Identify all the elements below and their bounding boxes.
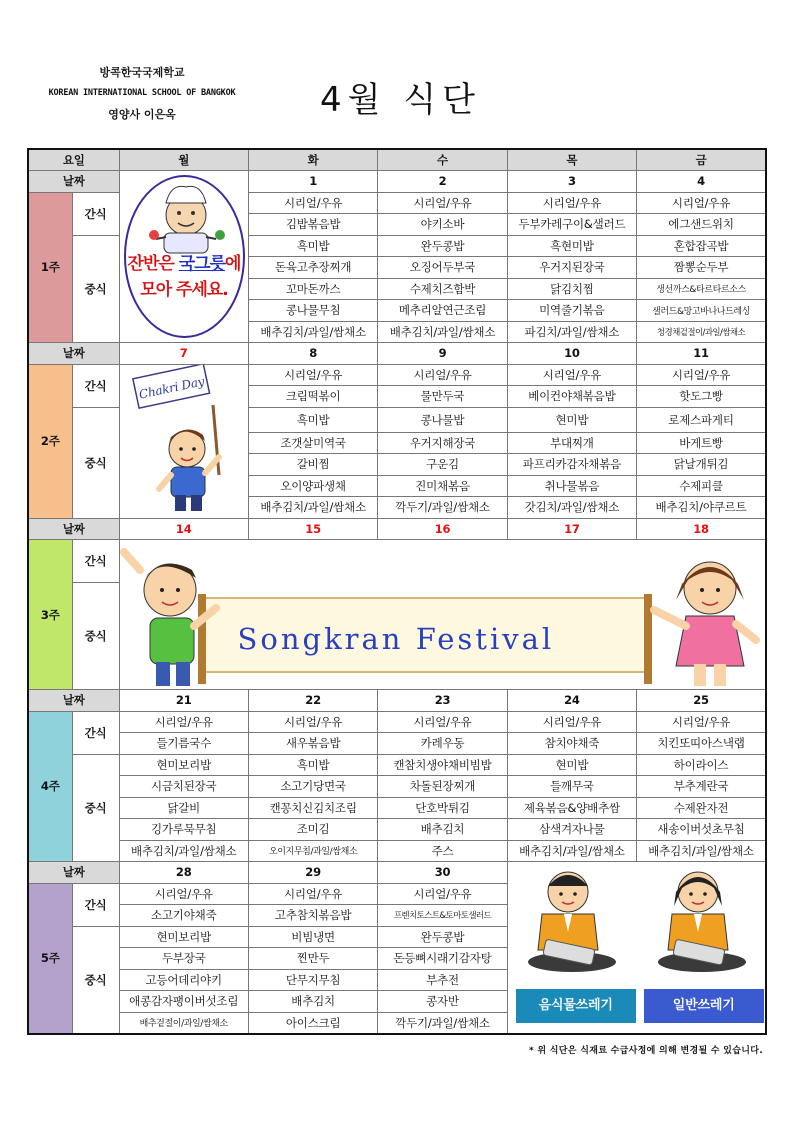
menu-item: 갈비찜 [248,454,377,476]
menu-item: 에그샌드위치 [637,214,766,236]
menu-item: 부대찌개 [507,432,636,454]
chakri-day-cell [119,364,248,518]
menu-item: 돈등뼈시래기감자탕 [378,948,507,970]
menu-item: 시리얼/우유 [119,883,248,905]
menu-item: 흑현미밥 [507,235,636,257]
songkran-festival-banner [120,540,765,689]
menu-item: 애콩감자팽이버섯조림 [119,991,248,1013]
festival-title: Songkran Festival [237,622,555,656]
week1-date-row [28,171,766,193]
menu-item: 단무지무침 [248,969,377,991]
menu-item: 시리얼/우유 [248,883,377,905]
date-cell-holiday: 18 [637,518,766,540]
menu-item: 시리얼/우유 [378,883,507,905]
menu-item: 부추전 [378,969,507,991]
snack-label: 간식 [72,711,119,754]
week4-snack-row-1 [28,711,766,733]
menu-item: 시리얼/우유 [378,364,507,386]
menu-item: 완두콩밥 [378,235,507,257]
menu-item: 닭갈비 [119,797,248,819]
waste-bins-cell [507,862,766,1034]
date-cell: 11 [637,343,766,365]
page-title: 4월 식단 [320,80,481,120]
menu-item: 야키소바 [378,214,507,236]
week-label: 5주 [28,883,72,1034]
leftover-badge [124,175,245,338]
date-label: 날짜 [28,862,119,884]
menu-item: 콩자반 [378,991,507,1013]
menu-item: 파김치/과일/쌈채소 [507,321,636,343]
menu-item: 캔참치생야채비빔밥 [378,754,507,776]
menu-item: 오징어두부국 [378,257,507,279]
menu-item: 프렌치토스트&토마토샐러드 [378,905,507,927]
menu-item: 들기름국수 [119,733,248,755]
week-label: 2주 [28,364,72,518]
week-label: 1주 [28,192,72,343]
menu-item: 콩나물밥 [378,407,507,432]
day-thu: 목 [507,149,636,171]
week4-lunch-row-4 [28,819,766,841]
lunch-label: 중식 [72,235,119,343]
menu-item: 참치야채죽 [507,733,636,755]
menu-item: 혼합잡곡밥 [637,235,766,257]
menu-item: 하이라이스 [637,754,766,776]
menu-item: 배추겉절이/과일/쌈채소 [119,1012,248,1034]
school-name-english: KOREAN INTERNATIONAL SCHOOL OF BANGKOK [48,88,236,98]
menu-item: 청경채겉절이/과일/쌈채소 [637,321,766,343]
menu-item: 파프리카감자채볶음 [507,454,636,476]
menu-item: 차돌된장찌개 [378,776,507,798]
menu-item: 생선까스&타르타르소스 [637,278,766,300]
menu-item: 시리얼/우유 [378,192,507,214]
date-cell: 1 [248,171,377,193]
menu-item: 부추계란국 [637,776,766,798]
menu-item: 미역줄기볶음 [507,300,636,322]
menu-item: 시리얼/우유 [507,711,636,733]
menu-item: 꼬마돈까스 [248,278,377,300]
menu-item: 삼색겨자나물 [507,819,636,841]
menu-item: 현미밥 [507,407,636,432]
menu-item: 시금치된장국 [119,776,248,798]
day-wed: 수 [378,149,507,171]
snack-label: 간식 [72,364,119,407]
menu-item: 바게트빵 [637,432,766,454]
general-waste-bin-label: 일반쓰레기 [644,989,764,1023]
lunch-label: 중식 [72,926,119,1034]
menu-item: 닭날개튀김 [637,454,766,476]
menu-item: 메추리알연근조림 [378,300,507,322]
menu-item: 현미보리밥 [119,754,248,776]
week3-snack-row [28,540,766,583]
menu-item: 시리얼/우유 [248,711,377,733]
day-mon: 월 [119,149,248,171]
menu-item: 샐러드&망고바나나드레싱 [637,300,766,322]
menu-item: 배추김치/과일/쌈채소 [248,321,377,343]
week4-date-row [28,690,766,712]
menu-item: 들깨무국 [507,776,636,798]
menu-item: 시리얼/우유 [248,192,377,214]
week2-snack-row-1 [28,364,766,386]
week2-date-row [28,343,766,365]
menu-item: 시리얼/우유 [378,711,507,733]
menu-item: 두부카레구이&샐러드 [507,214,636,236]
date-cell: 29 [248,862,377,884]
day-tue: 화 [248,149,377,171]
menu-item: 카레우동 [378,733,507,755]
menu-item: 캔꽁치신김치조림 [248,797,377,819]
lunch-label: 중식 [72,407,119,518]
date-cell-holiday: 16 [378,518,507,540]
date-cell: 2 [378,171,507,193]
week4-lunch-row-5 [28,840,766,862]
school-name-korean: 방콕한국국제학교 [99,66,185,79]
chef-character-icon [126,177,245,257]
date-cell: 9 [378,343,507,365]
menu-item: 배추김치/과일/쌈채소 [507,840,636,862]
menu-item: 소고기야채죽 [119,905,248,927]
menu-item: 아이스크림 [248,1012,377,1034]
week4-lunch-row-3 [28,797,766,819]
snack-label: 간식 [72,883,119,926]
week4-lunch-row-2 [28,776,766,798]
menu-item: 수제치즈함박 [378,278,507,300]
dietitian-name: 영양사 이은옥 [108,108,176,121]
songkran-festival-cell [119,540,766,690]
menu-item: 조갯살미역국 [248,432,377,454]
snack-label: 간식 [72,540,119,583]
page-header [0,0,793,148]
menu-item: 시리얼/우유 [507,364,636,386]
leftover-message: 잔반은 국그릇에 모아 주세요. [127,254,241,300]
menu-item: 시리얼/우유 [637,364,766,386]
date-cell: 21 [119,690,248,712]
chakri-sign-text: Chakri Day [137,373,206,402]
week3-date-row [28,518,766,540]
date-cell: 8 [248,343,377,365]
menu-item: 시리얼/우유 [637,711,766,733]
menu-item: 시리얼/우유 [248,364,377,386]
date-cell-holiday: 17 [507,518,636,540]
date-cell: 28 [119,862,248,884]
menu-item: 흑미밥 [248,235,377,257]
snack-label: 간식 [72,192,119,235]
menu-item: 콩나물무침 [248,300,377,322]
menu-item: 물만두국 [378,386,507,408]
date-cell-holiday: 15 [248,518,377,540]
menu-item: 완두콩밥 [378,926,507,948]
chakri-day-boy-icon [121,365,249,515]
menu-item: 구운김 [378,454,507,476]
menu-item: 크림떡볶이 [248,386,377,408]
menu-item: 주스 [378,840,507,862]
menu-item: 고등어데리야키 [119,969,248,991]
date-cell-holiday: 14 [119,518,248,540]
menu-item: 두부장국 [119,948,248,970]
week4-snack-row-2 [28,733,766,755]
menu-item: 핫도그빵 [637,386,766,408]
menu-item: 돈육고추장찌개 [248,257,377,279]
date-label: 날짜 [28,690,119,712]
date-cell: 23 [378,690,507,712]
menu-item: 깍두기/과일/쌈채소 [378,497,507,519]
menu-item: 김밥볶음밥 [248,214,377,236]
date-label: 날짜 [28,518,119,540]
menu-item: 소고기당면국 [248,776,377,798]
menu-item: 비빔냉면 [248,926,377,948]
week4-lunch-row-1 [28,754,766,776]
date-cell: 3 [507,171,636,193]
week5-date-row [28,862,766,884]
menu-item: 오이양파생채 [248,475,377,497]
menu-item: 현미보리밥 [119,926,248,948]
menu-item: 진미채볶음 [378,475,507,497]
date-cell: 4 [637,171,766,193]
day-fri: 금 [637,149,766,171]
menu-item: 치킨또띠아스낵랩 [637,733,766,755]
menu-item: 새송이버섯초무침 [637,819,766,841]
menu-item: 단호박튀김 [378,797,507,819]
date-label: 날짜 [28,171,119,193]
menu-item: 취나물볶음 [507,475,636,497]
menu-item: 찐만두 [248,948,377,970]
menu-item: 흑미밥 [248,754,377,776]
menu-item: 흑미밥 [248,407,377,432]
date-cell: 10 [507,343,636,365]
menu-item: 시리얼/우유 [637,192,766,214]
menu-item: 깍두기/과일/쌈채소 [378,1012,507,1034]
menu-item: 시리얼/우유 [507,192,636,214]
menu-item: 수제피클 [637,475,766,497]
menu-item: 현미밥 [507,754,636,776]
date-cell-holiday: 7 [119,343,248,365]
menu-item: 시리얼/우유 [119,711,248,733]
menu-item: 배추김치 [248,991,377,1013]
menu-item: 고추참치볶음밥 [248,905,377,927]
school-info [24,62,260,125]
day-header-row [28,149,766,171]
lunch-label: 중식 [72,583,119,690]
date-cell: 30 [378,862,507,884]
menu-item: 갓김치/과일/쌈채소 [507,497,636,519]
menu-item: 배추김치/과일/쌈채소 [378,321,507,343]
menu-item: 우거지된장국 [507,257,636,279]
menu-item: 베이컨야채볶음밥 [507,386,636,408]
date-cell: 24 [507,690,636,712]
menu-item: 오이지무침/과일/쌈채소 [248,840,377,862]
menu-item: 우거지해장국 [378,432,507,454]
menu-item: 조미김 [248,819,377,841]
menu-item: 배추김치/과일/쌈채소 [637,840,766,862]
day-label: 요일 [28,149,119,171]
footnote: * 위 식단은 식재료 수급사정에 의해 변경될 수 있습니다. [528,1046,763,1056]
week-label: 4주 [28,711,72,862]
menu-item: 배추김치/야쿠르트 [637,497,766,519]
menu-item: 배추김치/과일/쌈채소 [119,840,248,862]
menu-item: 제육볶음&양배추쌈 [507,797,636,819]
date-label: 날짜 [28,343,119,365]
menu-item: 짬뽕순두부 [637,257,766,279]
week-label: 3주 [28,540,72,690]
menu-item: 배추김치 [378,819,507,841]
menu-item: 새우볶음밥 [248,733,377,755]
menu-table [27,148,767,1035]
festival-children-icon [120,540,764,690]
lunch-label: 중식 [72,754,119,862]
waste-bins-illustration [508,862,765,1033]
date-cell: 25 [637,690,766,712]
menu-item: 닭김치찜 [507,278,636,300]
menu-item: 로제스파게티 [637,407,766,432]
menu-item: 수제완자전 [637,797,766,819]
leftover-badge-cell [119,171,248,343]
menu-item: 배추김치/과일/쌈채소 [248,497,377,519]
food-waste-bin-label: 음식물쓰레기 [516,989,636,1023]
date-cell: 22 [248,690,377,712]
menu-item: 깅가루묵무침 [119,819,248,841]
